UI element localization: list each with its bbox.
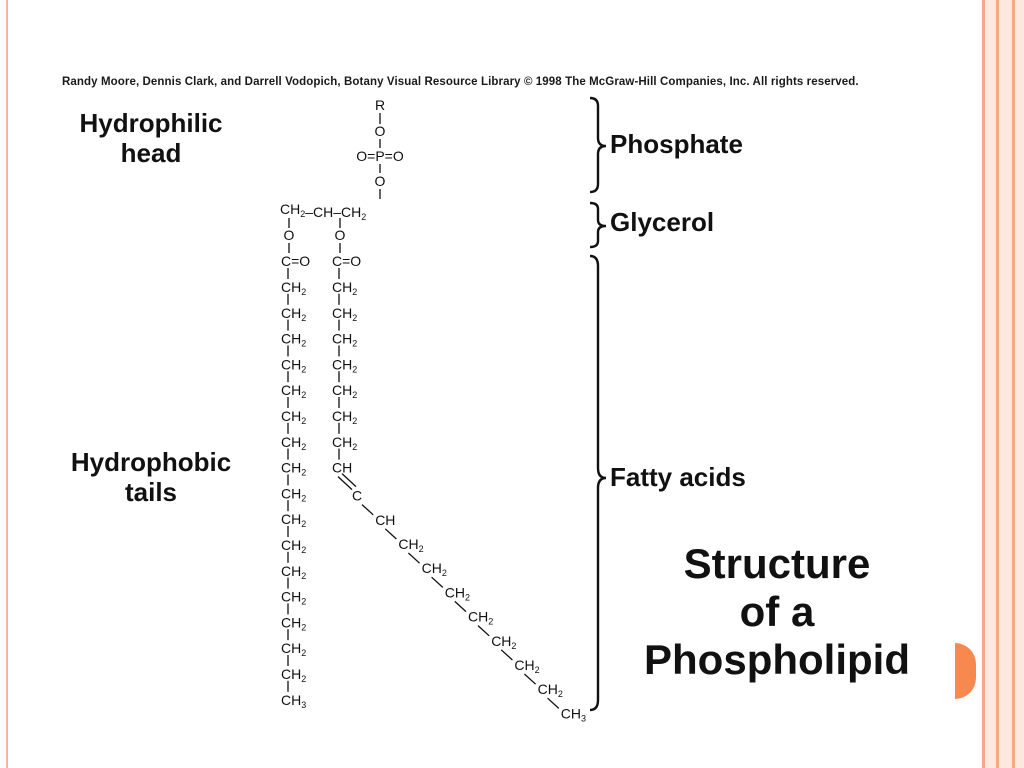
- r-group-atom: R: [374, 97, 386, 113]
- phosphate-region-label: Phosphate: [610, 129, 743, 159]
- chain2-bent-unit: $CH_2$: [514, 657, 540, 675]
- oxygen-atom: O: [374, 173, 386, 189]
- slide-title-line1: Structure: [683, 540, 871, 587]
- hydrophobic-tails-label-line2: tails: [124, 477, 178, 507]
- chain-bond: [478, 626, 489, 636]
- slide-title-line2: of a: [739, 588, 815, 635]
- double-bond-line: [338, 477, 352, 490]
- chain1-unit: $CH_2$: [281, 640, 307, 659]
- chain-bond: [524, 674, 535, 684]
- chain2-unit: $CH_2$: [332, 382, 358, 401]
- chain1-unit: $CH_2$: [281, 588, 307, 607]
- chain2-bent-unit: C: [352, 487, 363, 504]
- chain1-unit: $CH_2$: [281, 485, 307, 504]
- ester-oxygen-atom: O: [283, 227, 295, 243]
- chain1-unit: $CH_2$: [281, 356, 307, 375]
- chain2-bent-unit: $CH_2$: [398, 536, 424, 554]
- chain2-bent-unit: $CH_2$: [537, 681, 563, 700]
- chain1-unit: $CH_2$: [281, 304, 307, 323]
- chain2-unit: $CH_2$: [332, 304, 358, 323]
- chain1-unit: $CH_2$: [281, 279, 307, 297]
- chain2-bent-unit: $CH_2$: [491, 632, 517, 651]
- chain2-unit: CH: [332, 459, 353, 476]
- chain1-unit: $CH_2$: [281, 511, 307, 530]
- chain-bond: [385, 529, 396, 539]
- chain1-unit: $CH_2$: [281, 408, 307, 426]
- phosphate-brace: [590, 98, 606, 192]
- phospholipid-molecule: [280, 97, 586, 723]
- slide-title-line3: Phospholipid: [644, 636, 910, 683]
- fatty-acids-brace: [590, 256, 606, 710]
- hydrophilic-head-label-line1: Hydrophilic: [79, 108, 223, 138]
- chain1-unit: $CH_2$: [281, 459, 307, 478]
- chain1-unit: $CH_2$: [281, 666, 307, 684]
- oxygen-atom: O: [374, 123, 386, 139]
- chain1-unit: $CH_2$: [281, 537, 307, 555]
- image-credit: Randy Moore, Dennis Clark, and Darrell Vodopich, Botany Visual Resource Library © 1998 The McGraw-Hill Companies, Inc. All rights reserved.: [62, 76, 859, 88]
- chain2-bent-unit: $CH_2$: [468, 608, 494, 627]
- hydrophobic-tails-label-line1: Hydrophobic: [70, 447, 232, 477]
- chain1-unit: $CH_2$: [281, 330, 307, 349]
- hydrophilic-head-label-line2: head: [120, 138, 182, 168]
- chain1-unit: $CH_2$: [281, 382, 307, 401]
- chain2-bent-unit: $CH_2$: [444, 584, 471, 603]
- chain1-unit: $CH_3$: [281, 691, 307, 710]
- chain2-bent-unit: $CH_3$: [560, 705, 587, 724]
- chain2-unit: $CH_2$: [332, 279, 358, 297]
- chain-bond: [548, 698, 559, 708]
- chain-bond: [408, 553, 419, 563]
- chain1-unit: $CH_2$: [281, 433, 307, 452]
- glycerol-brace: [590, 203, 606, 247]
- glycerol-region-label: Glycerol: [610, 207, 715, 237]
- chain-bond: [362, 505, 373, 515]
- chain-bond: [432, 577, 443, 587]
- carbonyl-group: C=O: [332, 253, 362, 269]
- chain2-unit: $CH_2$: [332, 330, 358, 349]
- glycerol-backbone: $CH_2-CH-CH_2$: [280, 201, 367, 222]
- ester-oxygen-atom: O: [334, 227, 346, 243]
- chain-bond: [501, 650, 512, 660]
- chain1-unit: $CH_2$: [281, 562, 307, 581]
- fatty-acids-region-label: Fatty acids: [610, 462, 746, 492]
- phosphate-p-atom-row: O=P=O: [356, 148, 404, 164]
- chain2-bent-unit: CH: [375, 511, 396, 528]
- chain2-unit: $CH_2$: [332, 356, 358, 375]
- chain2-unit: $CH_2$: [332, 433, 358, 452]
- carbonyl-group: C=O: [281, 253, 311, 269]
- chain1-unit: $CH_2$: [281, 614, 307, 633]
- chain2-bent-unit: $CH_2$: [421, 560, 447, 579]
- chain2-unit: $CH_2$: [332, 408, 358, 426]
- chain-bond: [455, 601, 466, 611]
